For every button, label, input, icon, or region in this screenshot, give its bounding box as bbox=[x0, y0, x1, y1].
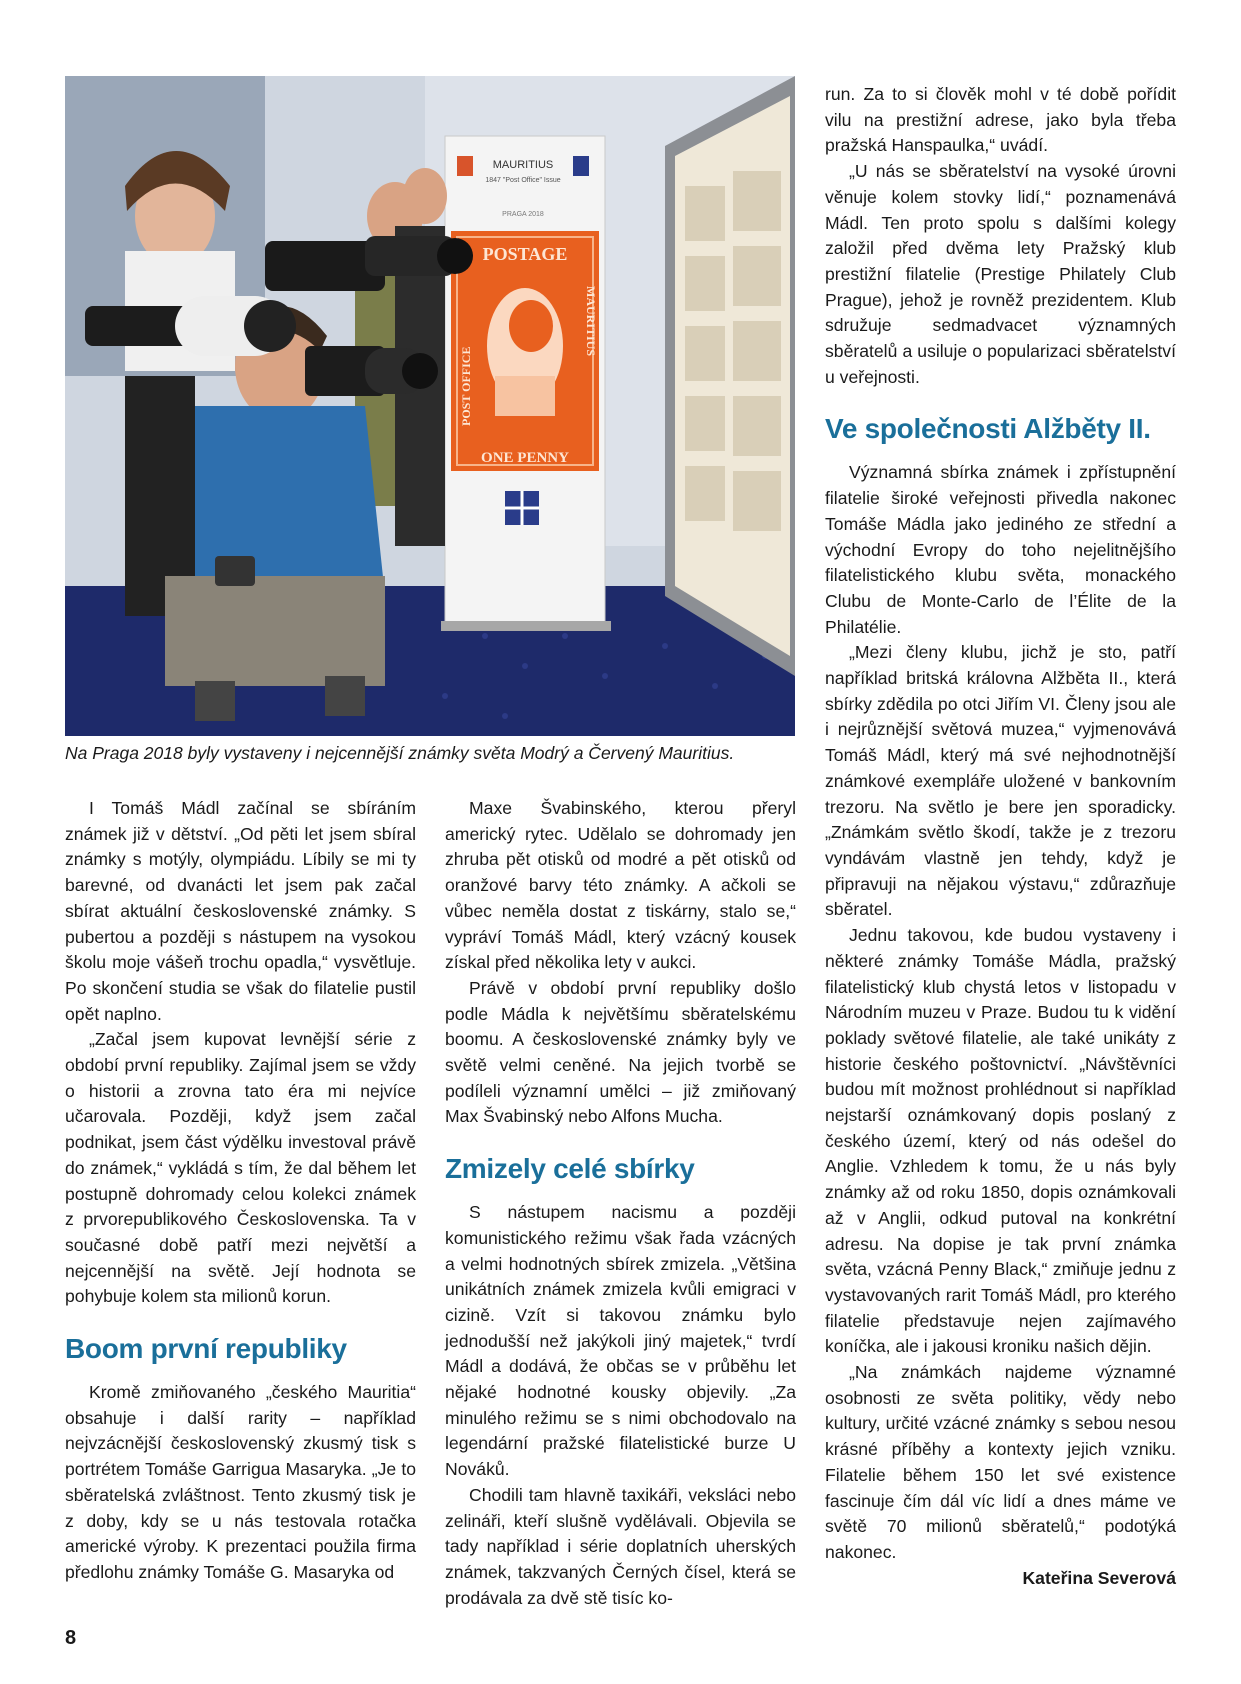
paragraph: I Tomáš Mádl začínal se sbíráním známek již v dětství. „Od pěti let jsem sbíral známky s motýly, olympiádu. Líbily se mi ty barevné, od dvanácti let jsem pak začal sbírat aktuální československé známky. S pubertou a později s nástupem na vysokou školu moje vášeň trochu opadla,“ vysvětluje. Po skončení studia se však do filatelie pustil opět naplno. bbox=[65, 798, 416, 1024]
paragraph: Jednu takovou, kde budou vystaveny i některé známky Tomáše Mádla, pražský filatelistický klub chystá letos v listopadu v Národním muzeu v Praze. Budou tu k vidění poklady světové filatelie, ale také unikáty z historie českého poštovnictví. „Návštěvníci budou mít možnost prohlédnout si například nejstarší oznámkovaný dopis poslaný z českého území, který od nás odešel do Anglie. Vzhledem k tomu, že u nás byly známky až od roku 1850, dopis oznámkovali až v Anglii, odkud putoval na konkrétní adresu. Na dopise je tak první známka světa, vzácná Penny Black,“ zmiňuje jednu z vystavovaných rarit Tomáš Mádl, pro kterého filatelie představuje nejen zajímavého koníčka, ale i jakousi kroniku našich dějin. bbox=[825, 925, 1176, 1357]
photo-caption: Na Praga 2018 byly vystaveny i nejcennější známky světa Modrý a Červený Mauritius. bbox=[65, 743, 735, 763]
section-heading-alzbeta: Ve společnosti Alžběty II. bbox=[825, 413, 1151, 445]
paragraph: „Mezi členy klubu, jichž je sto, patří například britská královna Alžběta II., která sbírky zdědila po otci Jiřím VI. Členy jsou ale i nejrůznější světová muzea,“ vyjmenovává Tomáš Mádl, který má své nejhodnotnější známkové exempláře uložené v bankovním trezoru. Na světlo je bere jen sporadicky. „Známkám světlo škodí, takže je z trezoru vyndávám vlastně jen tehdy, když je připravuji na nějakou výstavu,“ zdůrazňuje sběratel. bbox=[825, 642, 1176, 920]
paragraph: Právě v období první republiky došlo podle Mádla k největšímu sběratelskému boomu. A československé známky byly ve světě velmi ceněné. Na jejich tvorbě se podíleli významní umělci – již zmiňovaný Max Švabinský nebo Alfons Mucha. bbox=[445, 977, 796, 1127]
paragraph: Významná sbírka známek i zpřístupnění filatelie široké veřejnosti přivedla nakonec Tomáše Mádla jako jediného ze střední a východní Evropy do toho nejelitnějšího filatelistického klubu světa, monackého Clubu de Monte-Carlo de l’Élite de la Philatélie. bbox=[825, 462, 1176, 637]
paragraph: „U nás se sběratelství na vysoké úrovni věnuje kolem stovky lidí,“ poznamenává Mádl. Ten proto spolu s dalšími kolegy založil před dvěma lety Pražský klub prestižní filatelie (Prestige Philately Club Prague), jehož je rovněž prezidentem. Klub sdružuje sedmadvacet významných sběratelů a usiluje o popularizaci sběratelství u veřejnosti. bbox=[825, 161, 1176, 387]
article-column-1 bbox=[65, 796, 416, 1586]
banner-event: PRAGA 2018 bbox=[502, 211, 544, 218]
stamp-right-text: MAURITIUS bbox=[584, 286, 598, 357]
section-heading-boom: Boom první republiky bbox=[65, 1333, 347, 1365]
paragraph: Chodili tam hlavně taxikáři, veksláci nebo zelináři, kteří slušně vydělávali. Objevila se tady například i série doplatních uherských známek, takzvaných Černých čísel, která se prodávala za dvě stě tisíc ko- bbox=[445, 1484, 796, 1608]
stamp-bottom-text: ONE PENNY bbox=[481, 450, 569, 466]
paragraph: S nástupem nacismu a později komunistického režimu však řada vzácných a velmi hodnotných sbírek zmizela. „Většina unikátních známek zmizela kvůli emigraci v cizině. Vzít si takovou známku bylo jednodušší než jakýkoli jiný majetek,“ tvrdí Mádl a dodává, že občas se v průběhu let nějaké hodnotné kousky objevily. „Za minulého režimu se s nimi obchodovalo na legendární pražské filatelistické burze U Nováků. bbox=[445, 1202, 796, 1480]
article-column-2 bbox=[445, 796, 796, 1611]
author-byline: Kateřina Severová bbox=[1022, 1567, 1176, 1588]
banner-title: MAURITIUS bbox=[492, 159, 554, 171]
stamp-top-text: POSTAGE bbox=[482, 244, 568, 264]
paragraph: Kromě zmiňovaného „českého Mauritia“ obsahuje i další rarity – například nejvzácnější československý zkusmý tisk s portrétem Tomáše Garrigua Masaryka. „Je to sběratelská zvláštnost. Tento zkusmý tisk je z doby, kdy se u nás testovala rotačka americké výroby. K prezentaci použila firma předlohu známky Tomáše G. Masaryka od bbox=[65, 1382, 416, 1582]
paragraph: „Začal jsem kupovat levnější série z období první republiky. Zajímal jsem se vždy o historii a zrovna tato éra mi nejvíce učarovala. Později, když jsem začal podnikat, jsem část výdělku investoval právě do známek,“ vykládá s tím, že dal během let postupně dohromady celou kolekci známek z prvorepublikového Československa. Ta v současné době patří mezi největší a nejcennější na světě. Její hodnota se pohybuje kolem sta milionů korun. bbox=[65, 1029, 416, 1307]
article-photo bbox=[65, 76, 795, 736]
stamp-left-text: POST OFFICE bbox=[459, 346, 473, 426]
paragraph: Maxe Švabinského, kterou přeryl americký rytec. Udělalo se dohromady jen zhruba pět otisků od modré a pět otisků od oranžové barvy této známky. A ačkoli se vůbec neměla dostat z tiskárny, stalo se,“ vypráví Tomáš Mádl, který vzácný kousek získal před několika lety v aukci. bbox=[445, 798, 796, 973]
banner-subtitle: 1847 "Post Office" Issue bbox=[485, 177, 561, 184]
article-column-3 bbox=[825, 82, 1176, 1591]
paragraph: „Na známkách najdeme významné osobnosti ze světa politiky, vědy nebo kultury, určité vzácné známky s sebou nesou krásné příběhy a kontexty jejich vzniku. Filatelie během 150 let své existence fascinuje čím dál víc lidí a dnes máme ve světě 70 milionů sběratelů,“ podotýká nakonec. bbox=[825, 1362, 1176, 1562]
section-heading-zmizely: Zmizely celé sbírky bbox=[445, 1153, 695, 1185]
paragraph: run. Za to si člověk mohl v té době pořídit vilu na prestižní adrese, jako byla třeba pražská Hanspaulka,“ uvádí. bbox=[825, 84, 1176, 156]
page-number: 8 bbox=[65, 1627, 77, 1649]
